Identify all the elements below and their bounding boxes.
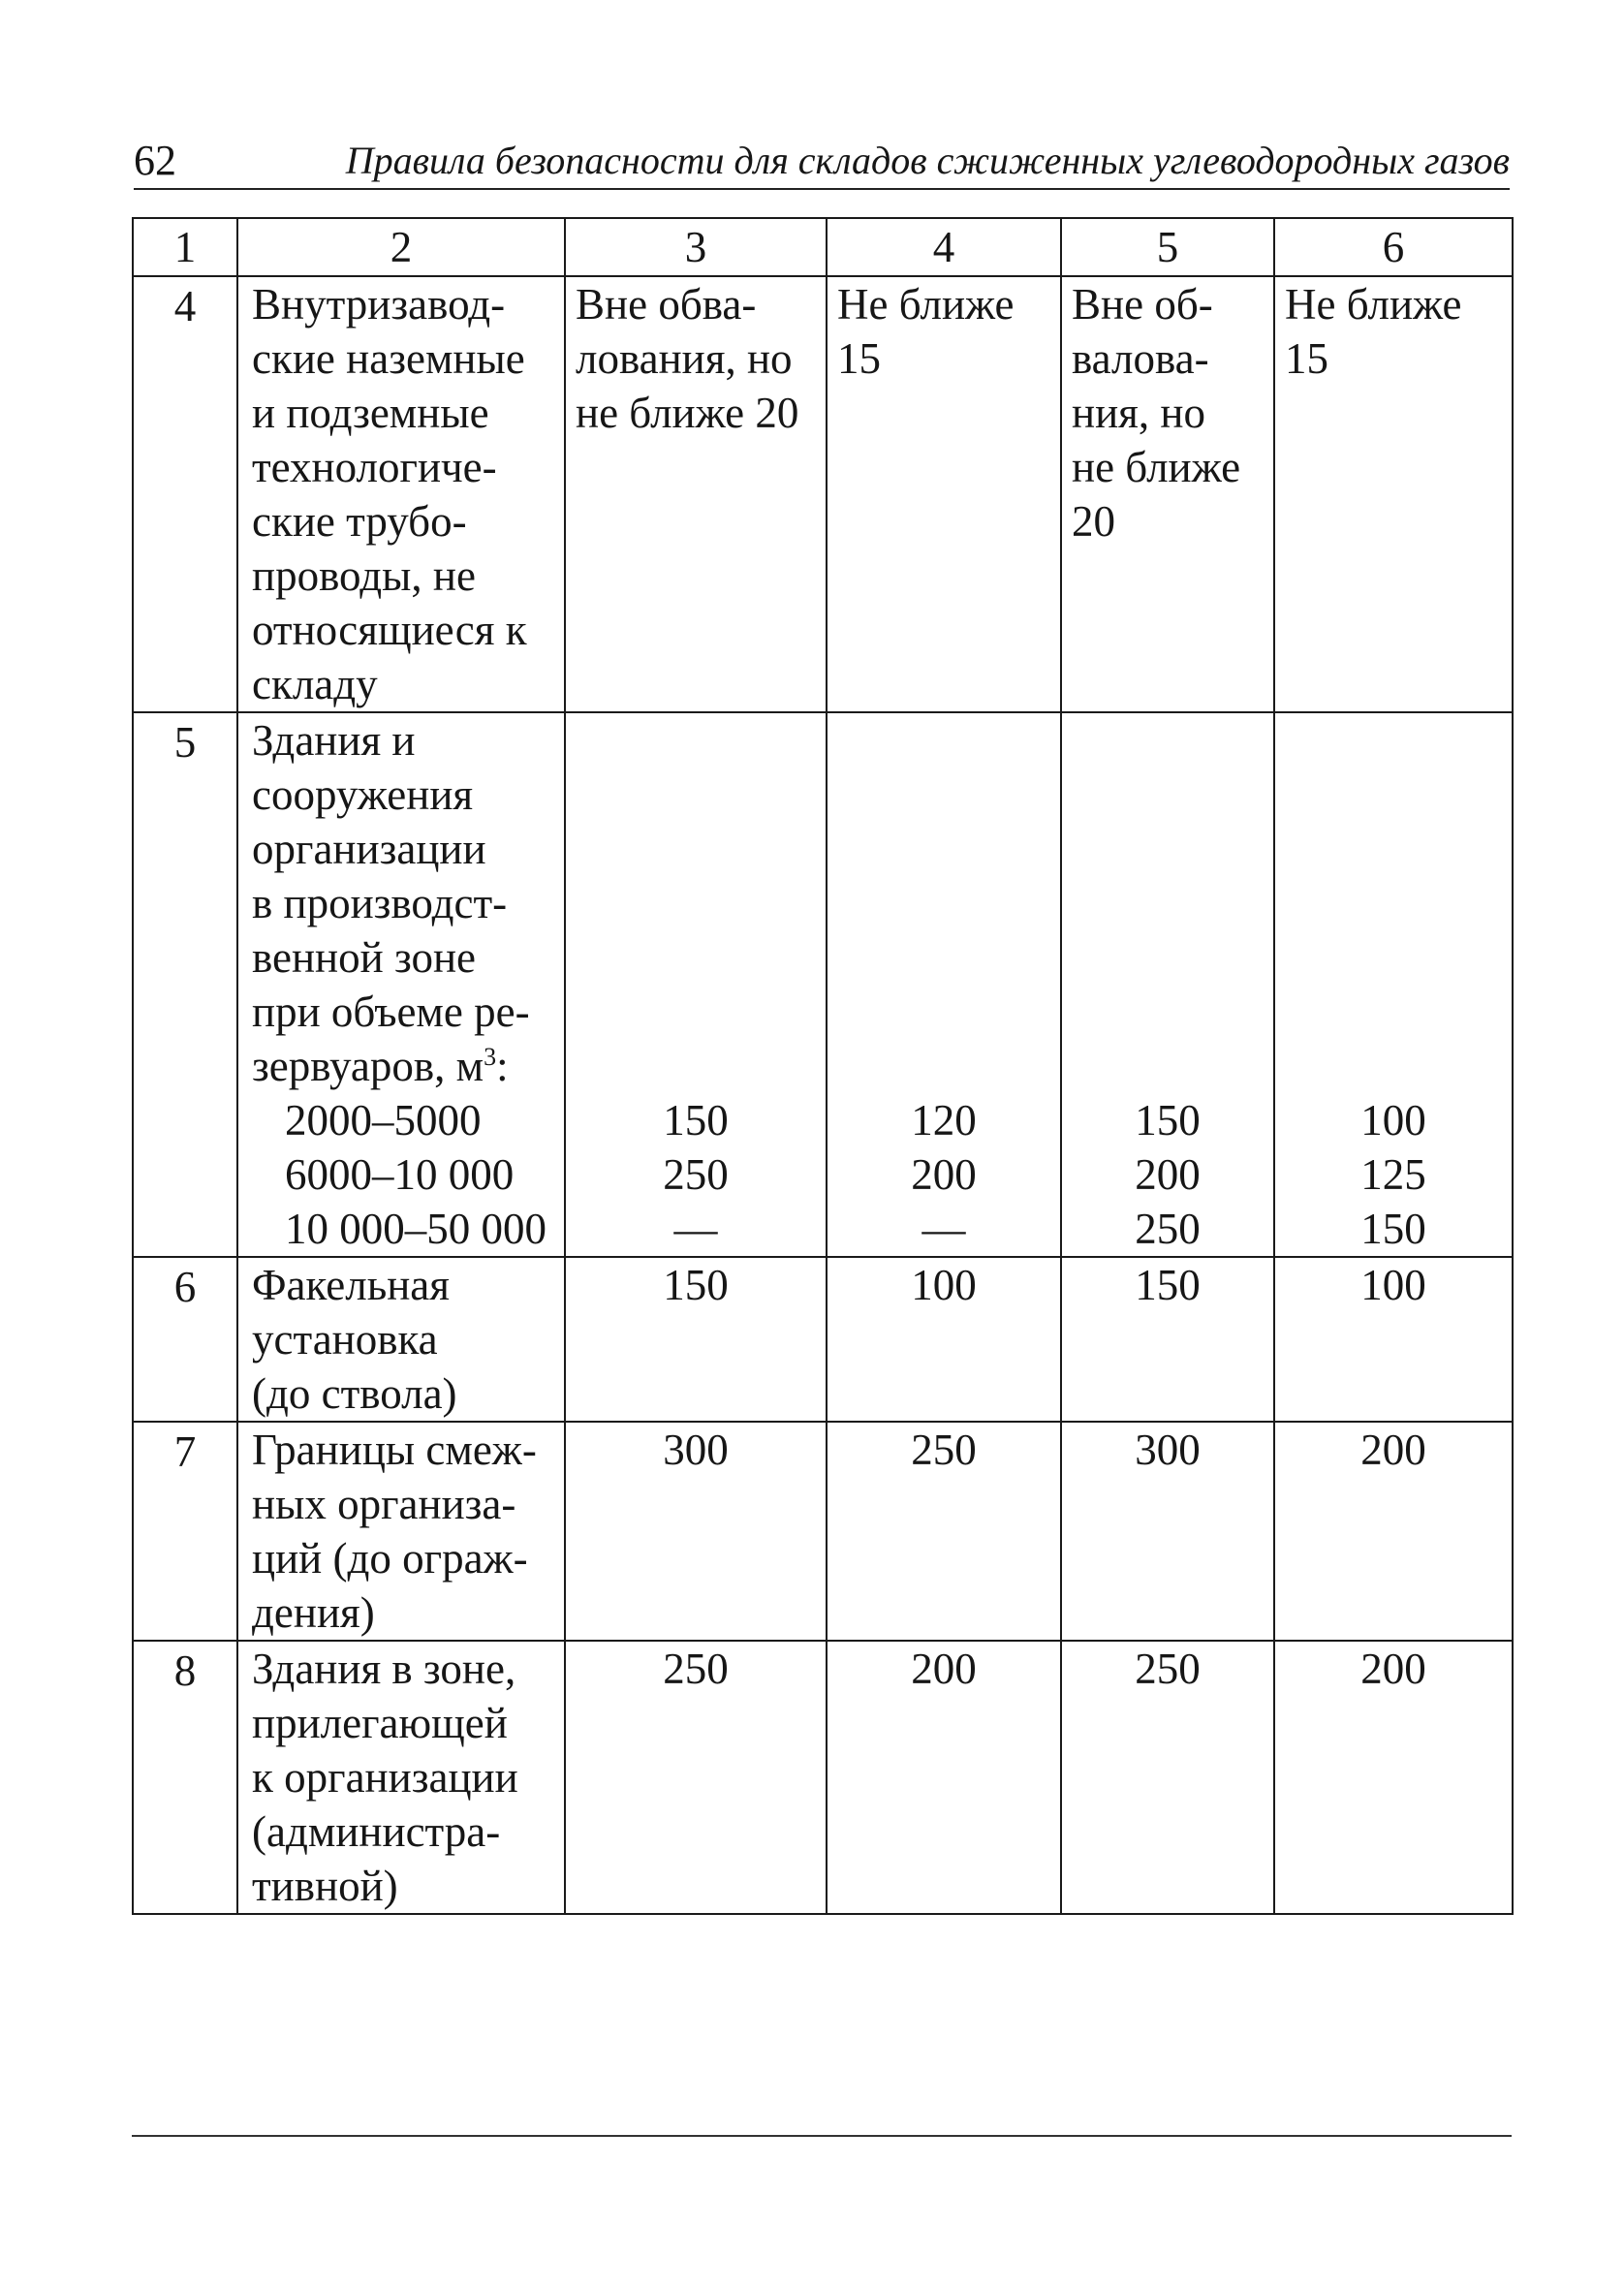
row-name-text: Здания и сооружения организации в производст- венной зоне при объеме ре- зервуаров, м	[252, 716, 530, 1090]
table-row-6	[133, 1257, 1513, 1422]
value-range-3: —	[673, 1205, 718, 1253]
value-range-3: 150	[1360, 1205, 1426, 1253]
cell-col3: 250	[565, 1641, 827, 1914]
distance-table	[132, 217, 1514, 1915]
value-range-2: 200	[911, 1150, 977, 1199]
cell-col6: 200	[1274, 1422, 1513, 1641]
running-header	[134, 136, 1510, 190]
page-number: 62	[134, 137, 176, 184]
value-range-3: —	[921, 1205, 966, 1253]
cell-col4: Не ближе 15	[827, 276, 1061, 712]
volume-range-1: 2000–5000	[285, 1096, 482, 1144]
table-row-7	[133, 1422, 1513, 1641]
col-header-3: 3	[565, 218, 827, 276]
cell-col3: 300	[565, 1422, 827, 1641]
row-name: Границы смеж- ных организа- ций (до ограж- дения)	[237, 1422, 565, 1641]
row-name	[237, 712, 565, 1257]
value-range-2: 250	[663, 1150, 729, 1199]
cell-col5	[1061, 712, 1274, 1257]
footer-rule	[132, 2135, 1512, 2137]
cell-col4: 200	[827, 1641, 1061, 1914]
table-row-5	[133, 712, 1513, 1257]
cell-col6: 100	[1274, 1257, 1513, 1422]
col-header-6: 6	[1274, 218, 1513, 276]
cell-col5: 250	[1061, 1641, 1274, 1914]
row-name: Здания в зоне, прилегающей к организации (администра- тивной)	[237, 1641, 565, 1914]
col-header-1: 1	[133, 218, 237, 276]
row-number: 4	[133, 276, 237, 712]
cell-col6: 200	[1274, 1641, 1513, 1914]
cell-col5: Вне об- валова- ния, но не ближе 20	[1061, 276, 1274, 712]
cell-col3: 150	[565, 1257, 827, 1422]
row-name-tail: :	[496, 1042, 509, 1090]
row-number: 6	[133, 1257, 237, 1422]
row-name: Факельная установка (до ствола)	[237, 1257, 565, 1422]
cell-col4	[827, 712, 1061, 1257]
running-title: Правила безопасности для складов сжиженных углеводородных газов	[345, 139, 1510, 182]
row-name-superscript: 3	[484, 1043, 497, 1071]
value-range-2: 200	[1135, 1150, 1201, 1199]
table-header-row	[133, 218, 1513, 276]
row-name: Внутризавод- ские наземные и подземные технологиче- ские трубо- проводы, не относящиеся к складу	[237, 276, 565, 712]
cell-col6	[1274, 712, 1513, 1257]
cell-col3	[565, 712, 827, 1257]
col-header-2: 2	[237, 218, 565, 276]
cell-col6: Не ближе 15	[1274, 276, 1513, 712]
table-row-8	[133, 1641, 1513, 1914]
cell-col5: 150	[1061, 1257, 1274, 1422]
value-range-3: 250	[1135, 1205, 1201, 1253]
col-header-4: 4	[827, 218, 1061, 276]
value-range-1: 100	[1360, 1096, 1426, 1144]
cell-col4: 100	[827, 1257, 1061, 1422]
volume-range-2: 6000–10 000	[285, 1150, 515, 1199]
row-number: 7	[133, 1422, 237, 1641]
cell-col5: 300	[1061, 1422, 1274, 1641]
table-row-4	[133, 276, 1513, 712]
volume-range-3: 10 000–50 000	[285, 1205, 547, 1253]
value-range-2: 125	[1360, 1150, 1426, 1199]
row-number: 5	[133, 712, 237, 1257]
cell-col4: 250	[827, 1422, 1061, 1641]
value-range-1: 150	[1135, 1096, 1201, 1144]
cell-col3: Вне обва- лования, но не ближе 20	[565, 276, 827, 712]
row-number: 8	[133, 1641, 237, 1914]
col-header-5: 5	[1061, 218, 1274, 276]
value-range-1: 120	[911, 1096, 977, 1144]
value-range-1: 150	[663, 1096, 729, 1144]
